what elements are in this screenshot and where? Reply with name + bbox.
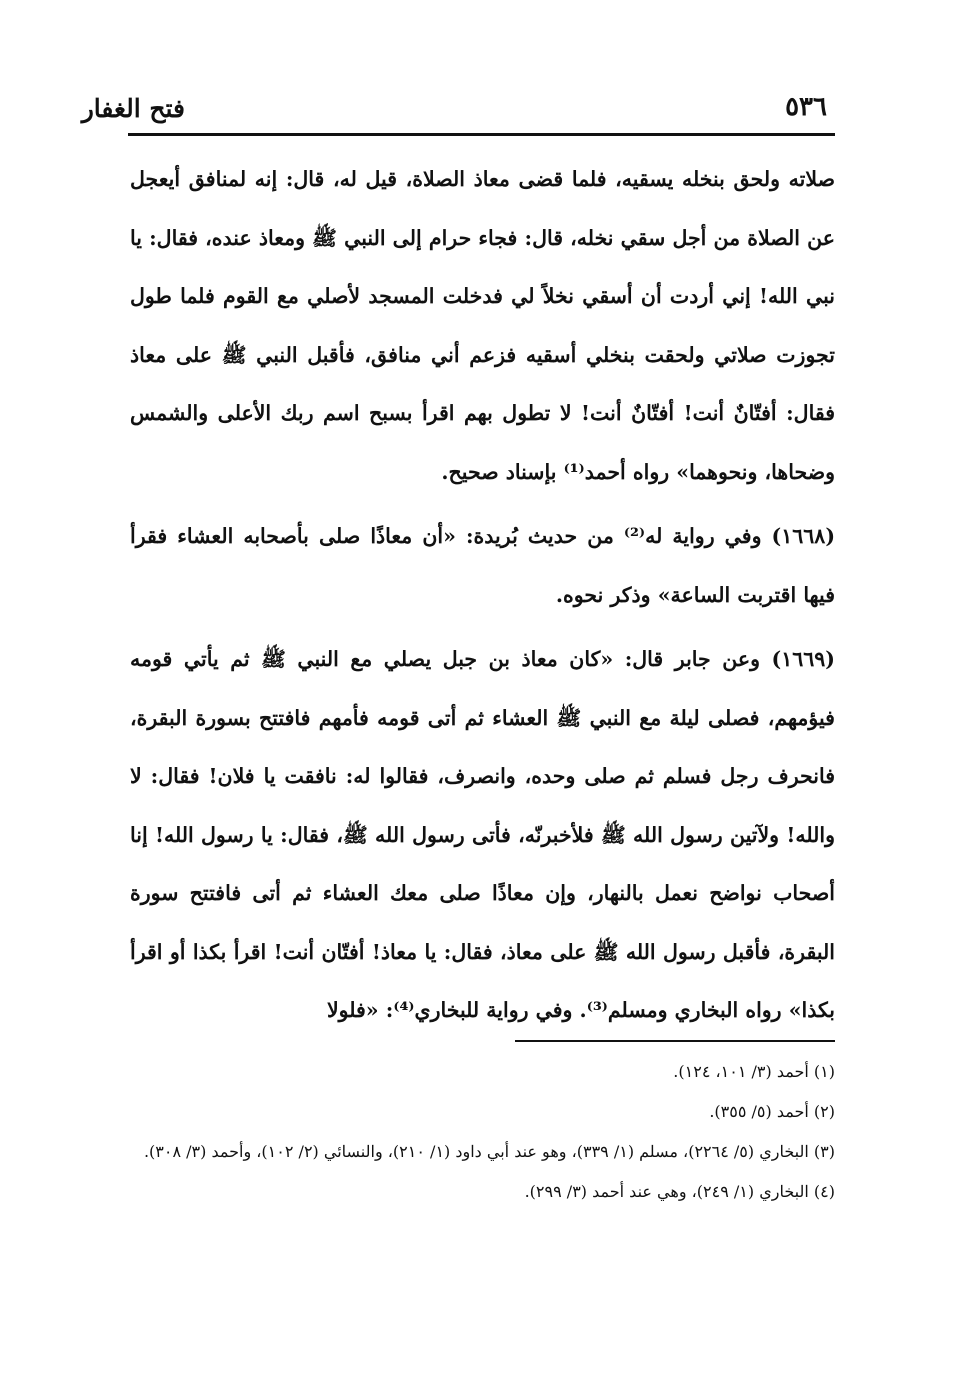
footnote-1: (١) أحمد (٣/ ١٠١، ١٢٤). xyxy=(673,1062,835,1081)
footnote-3: (٣) البخاري (٥/ ٢٢٦٤)، مسلم (١/ ٣٣٩)، وهو عند أبي داود (١/ ٢١٠)، والنسائي (٢/ ١٠٢)، وأحمد (٣/ ٣٠٨). xyxy=(143,1142,835,1161)
page-number: ٥٣٦ xyxy=(785,92,827,122)
book-title: فتح الغفار xyxy=(81,94,185,123)
main-text xyxy=(130,150,835,1040)
paragraph-hadith-1669: (١٦٦٩) وعن جابر قال: «كان معاذ بن جبل يصلي مع النبي ﷺ ثم يأتي قومه فيؤمهم، فصلى ليلة مع النبي ﷺ العشاء ثم أتى قومه فأمهم فافتتح بسورة البقرة، فانحرف رجل فسلم ثم صلى وحده، وانصرف، فقالوا له: نافقت يا فلان! فقال: لا والله! ولآتين رسول الله ﷺ فلأخبرنّه، فأتى رسول الله ﷺ، فقال: يا رسول الله! إنا أصحاب نواضح نعمل بالنهار، وإن معاذًا صلى معك العشاء ثم أتى فافتتح سورة البقرة، فأقبل رسول الله ﷺ على معاذ، فقال: يا معاذ! أفتّان أنت! اقرأ بكذا أو اقرأ بكذا» رواه البخاري ومسلم⁽³⁾. وفي رواية للبخاري⁽⁴⁾: «فلولا xyxy=(130,647,835,1022)
paragraph-hadith-1668: (١٦٦٨) وفي رواية له⁽²⁾ من حديث بُريدة: «أن معاذًا صلى بأصحابه العشاء فقرأ فيها اقتربت الساعة» وذكر نحوه. xyxy=(130,524,836,607)
footnotes xyxy=(130,1052,835,1212)
paragraph-continuation: صلاته ولحق بنخله يسقيه، فلما قضى معاذ الصلاة، قيل له، قال: إنه لمنافق أيعجل عن الصلاة من أجل سقي نخله، قال: فجاء حرام إلى النبي ﷺ ومعاذ عنده، فقال: يا نبي الله! إني أردت أن أسقي نخلاً لي فدخلت المسجد لأصلي مع القوم فلما طول تجوزت صلاتي ولحقت بنخلي أسقيه فزعم أني منافق، فأقبل النبي ﷺ على معاذ فقال: أفتّانٌ أنت! أفتّانٌ أنت! لا تطول بهم اقرأ بسبح اسم ربك الأعلى والشمس وضحاها، ونحوهما» رواه أحمد⁽¹⁾ بإسناد صحيح. xyxy=(130,167,835,484)
header-divider xyxy=(128,133,835,136)
page-header xyxy=(81,88,835,132)
footnote-2: (٢) أحمد (٥/ ٣٥٥). xyxy=(709,1102,835,1121)
footnote-divider xyxy=(515,1040,835,1042)
footnote-4: (٤) البخاري (١/ ٢٤٩)، وهي عند أحمد (٣/ ٢٩٩). xyxy=(524,1182,835,1201)
